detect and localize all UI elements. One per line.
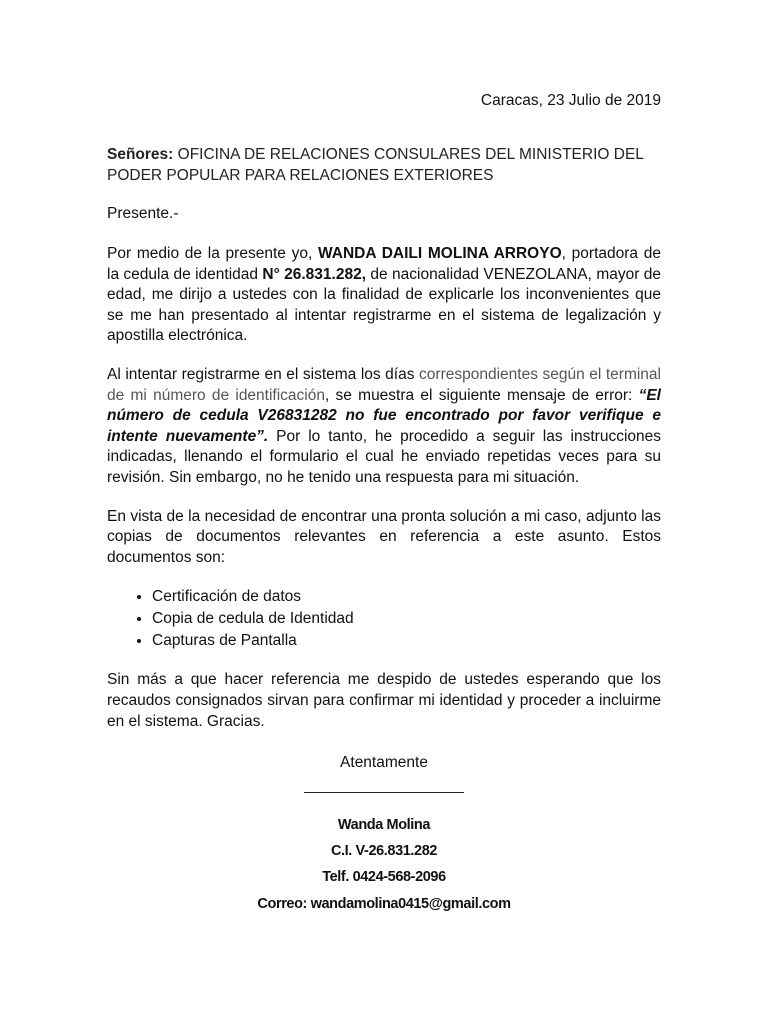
addressee-block [107, 144, 661, 186]
list-item: • Copia de cedula de Identidad [152, 608, 661, 630]
letter-body [107, 144, 661, 750]
paragraph-closing: Sin más a que hacer referencia me despido de ustedes esperando que los recaudos consignados sirvan para confirmar mi identidad y proceder a incluirme en el sistema. Gracias. [107, 671, 661, 730]
signature-email: Correo: wandamolina0415@gmail.com [257, 896, 511, 912]
error-message-quote: “El número de cedula V26831282 no fue encontrado por favor verifique e intente nuevamente”. [107, 386, 661, 445]
paragraph-introduction [107, 244, 661, 347]
sender-full-name: WANDA DAILI MOLINA ARROYO [318, 245, 562, 262]
list-item: • Certificación de datos [152, 586, 661, 608]
addressee-label: Señores: [107, 146, 174, 163]
error-text-1: Al intentar registrarme en el sistema los días [107, 365, 420, 383]
paragraph-attachments: En vista de la necesidad de encontrar una pronta solución a mi caso, adjunto las copias de documentos relevantes en referencia a este asunto. Estos documentos son: [107, 507, 661, 566]
greeting: Presente.- [107, 205, 179, 222]
letter-date: Caracas, 23 Julio de 2019 [480, 92, 661, 109]
intro-text-3: de nacionalidad VENEZOLANA, mayor de edad, me dirijo a ustedes con la finalidad de explicarle los inconvenientes que se me han presentado al intentar registrarme en el sistema de legalización y apostilla electrónica. [107, 265, 661, 345]
documents-list [107, 586, 661, 652]
error-text-gray: correspondientes según el terminal de mi número de identificación [107, 365, 661, 404]
intro-text-1: Por medio de la presente yo, [107, 245, 318, 262]
signature-phone: Telf. 0424-568-2096 [322, 869, 446, 885]
error-text-3: Por lo tanto, he procedido a seguir las instrucciones indicadas, llenando el formulario el cual he enviado repetidas veces para su revisión. Sin embargo, no he tenido una respuesta para mi situación. [107, 427, 661, 486]
signature-name: Wanda Molina [337, 817, 431, 833]
signature-id: C.I. V-26.831.282 [330, 843, 438, 859]
identity-number: N° 26.831.282, [262, 265, 367, 283]
closing-salutation: Atentamente [340, 754, 428, 771]
paragraph-error-description [107, 365, 661, 489]
list-item: • Capturas de Pantalla [152, 630, 661, 652]
signature-line [304, 792, 464, 793]
error-text-2: , se muestra el siguiente mensaje de error: [324, 386, 639, 404]
intro-text-2: , portadora de la cedula de identidad [107, 245, 661, 283]
addressee-text: OFICINA DE RELACIONES CONSULARES DEL MINISTERIO DEL PODER POPULAR PARA RELACIONES EXTERIORES [107, 146, 644, 184]
